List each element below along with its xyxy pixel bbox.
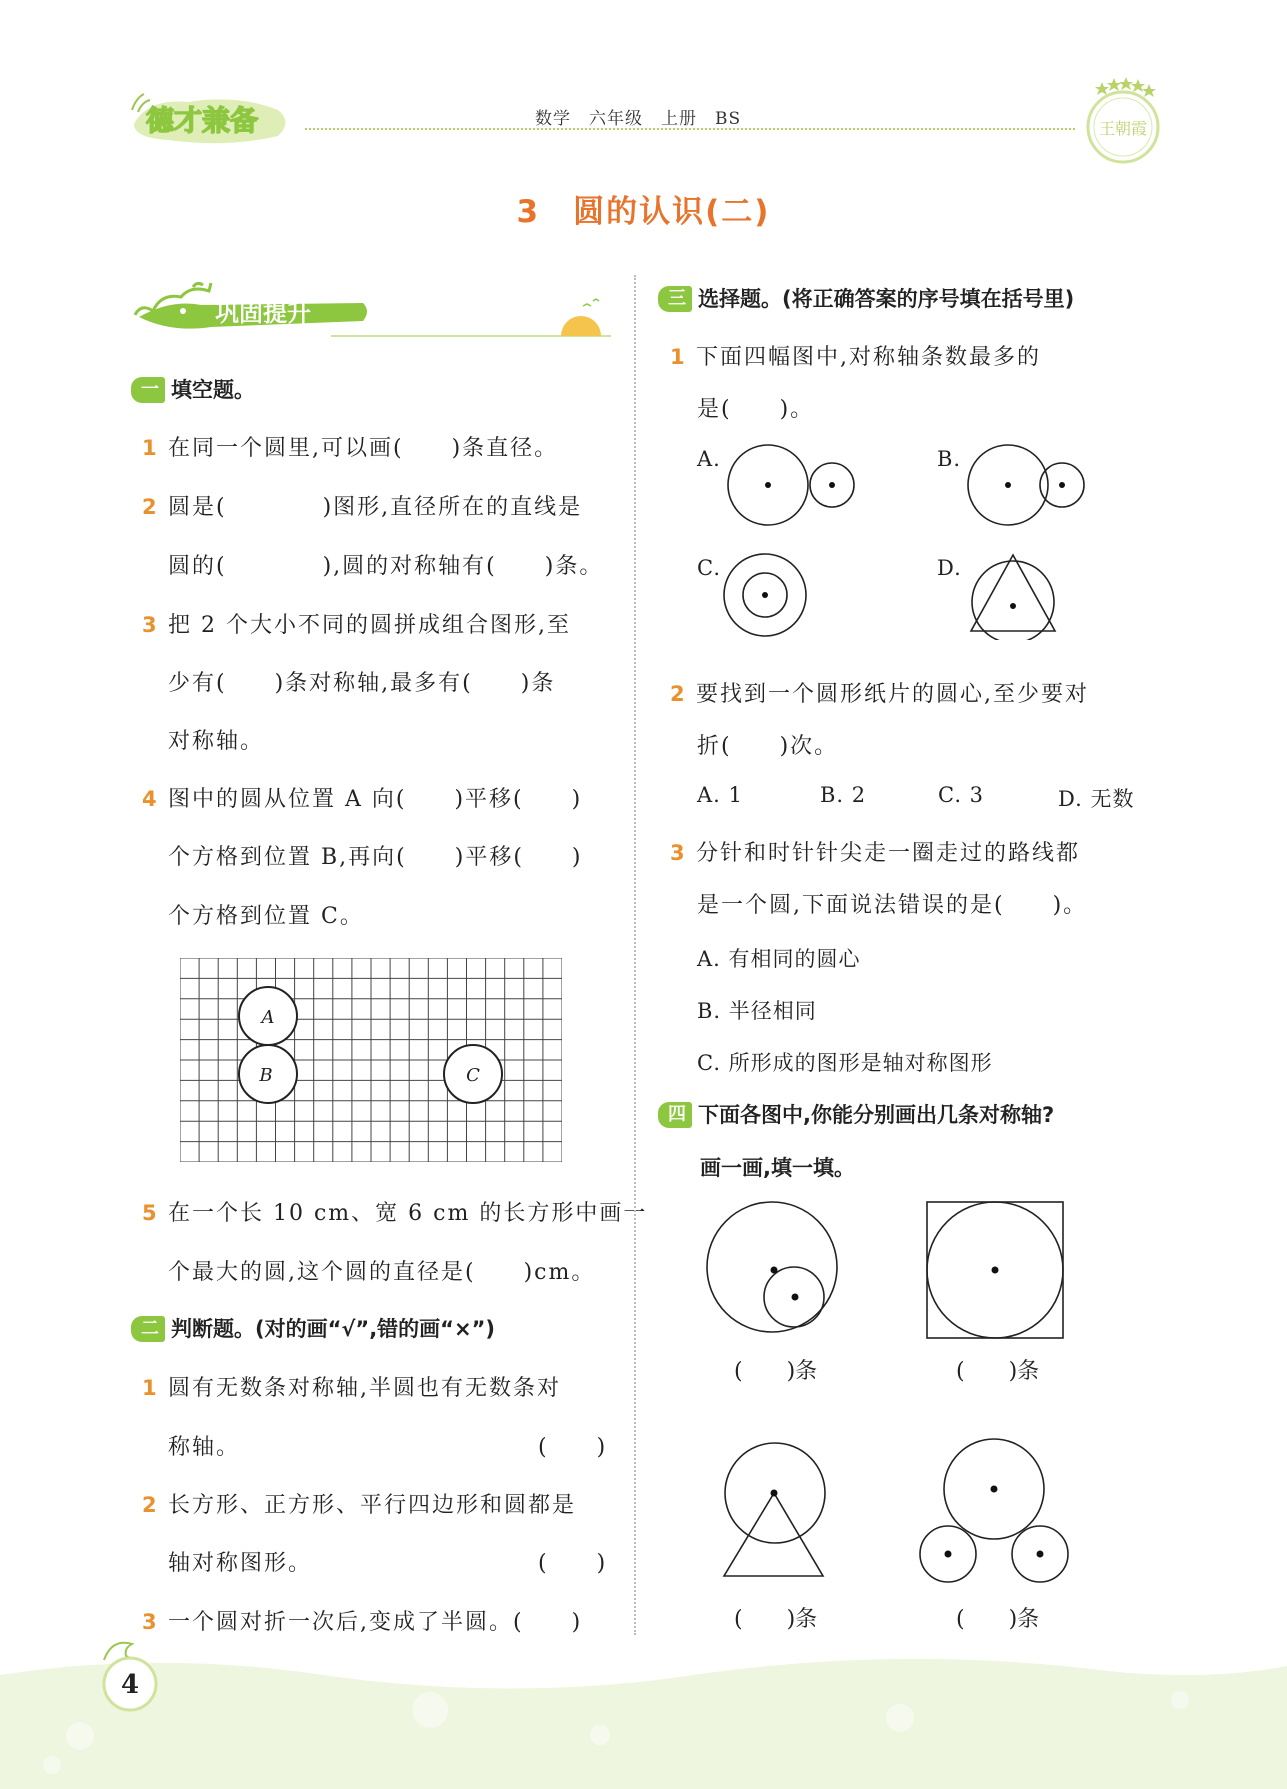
choice-question-2-line-2: 折( )次。 (697, 734, 839, 759)
question-4-line-2: 个方格到位置 B,再向( )平移( ) (168, 845, 583, 870)
logo-badge (128, 92, 293, 144)
label-b: B (259, 1065, 273, 1086)
tf-question-2-line-1 (142, 1488, 576, 1519)
option-d-figure (960, 550, 1070, 640)
section-badge: 一 (131, 377, 165, 403)
column-divider (634, 275, 636, 1635)
header-subject: 数学 六年级 上册 BS (535, 109, 742, 129)
section-title: 判断题。(对的画“√”,错的画“×”) (171, 1317, 495, 1341)
seal-text: 王朝霞 (1098, 119, 1148, 138)
option-d[interactable]: D. 无数 (1058, 787, 1135, 811)
option-a[interactable]: A. 1 (697, 783, 743, 807)
option-c[interactable]: C. 3 (938, 783, 985, 807)
question-4-line-1 (142, 782, 582, 813)
question-number: 2 (670, 682, 687, 706)
section-title: 选择题。(将正确答案的序号填在括号里) (698, 287, 1075, 311)
banner-title: 巩固提升 (215, 299, 311, 327)
answer-caption-3[interactable]: ( )条 (734, 1607, 818, 1632)
label-c: C (466, 1065, 480, 1086)
section-badge: 四 (658, 1102, 692, 1128)
question-number: 1 (142, 436, 159, 460)
logo-text: 德才兼备 (146, 104, 259, 137)
question-3-line-3: 对称轴。 (168, 729, 265, 754)
section-fill-blank-header (131, 374, 255, 404)
tf-question-2-line-2: 轴对称图形。 (168, 1551, 313, 1576)
section-symmetry-header (658, 1099, 1054, 1129)
footer-wave (0, 1640, 1287, 1789)
question-number: 4 (142, 787, 159, 811)
tf-question-1-line-2: 称轴。 (168, 1435, 241, 1460)
option-c[interactable]: C. 所形成的图形是轴对称图形 (697, 1051, 993, 1075)
question-number: 3 (142, 613, 159, 637)
question-number: 1 (142, 1376, 159, 1400)
question-text: 长方形、正方形、平行四边形和圆都是 (168, 1493, 577, 1518)
page-number-badge (86, 1638, 166, 1714)
choice-question-3-line-2: 是一个圆,下面说法错误的是( )。 (697, 893, 1088, 918)
question-text: 在一个长 10 cm、宽 6 cm 的长方形中画一 (168, 1201, 648, 1226)
section-badge: 二 (131, 1316, 165, 1342)
section-choice-header (658, 283, 1074, 313)
question-4-line-3: 个方格到位置 C。 (168, 904, 364, 929)
question-number: 3 (142, 1610, 159, 1634)
choice-question-1-line-1 (670, 340, 1041, 371)
question-text: 圆有无数条对称轴,半圆也有无数条对 (168, 1376, 561, 1401)
question-text: 在同一个圆里,可以画( )条直径。 (168, 436, 559, 461)
tf-question-1-line-1 (142, 1371, 561, 1402)
question-text: 把 2 个大小不同的圆拼成组合图形,至 (168, 613, 571, 638)
question-number: 3 (670, 841, 687, 865)
option-a-figure (720, 440, 860, 530)
grid-figure (180, 958, 562, 1162)
tf-question-3 (142, 1605, 582, 1636)
question-text: 要找到一个圆形纸片的圆心,至少要对 (696, 682, 1089, 707)
figure-3 (720, 1440, 840, 1580)
option-b-label[interactable]: B. (937, 447, 962, 471)
question-number: 5 (142, 1201, 159, 1225)
question-5-line-1 (142, 1196, 647, 1227)
option-c-label[interactable]: C. (697, 556, 721, 580)
answer-paren[interactable]: ( ) (538, 1435, 608, 1460)
question-text: 圆是( )图形,直径所在的直线是 (168, 495, 583, 520)
label-a: A (261, 1007, 275, 1028)
answer-caption-2[interactable]: ( )条 (956, 1359, 1040, 1384)
figure-4 (918, 1435, 1073, 1585)
option-b[interactable]: B. 2 (820, 783, 867, 807)
question-text: 图中的圆从位置 A 向( )平移( ) (168, 787, 583, 812)
question-2-line-1 (142, 490, 582, 521)
section-badge: 三 (658, 286, 692, 312)
option-c-figure (720, 550, 820, 640)
question-number: 2 (142, 1493, 159, 1517)
page-title: 3 圆的认识(二) (516, 194, 771, 230)
choice-question-3-line-1 (670, 836, 1080, 867)
page-number: 4 (120, 1670, 140, 1700)
choice-question-2-line-1 (670, 677, 1089, 708)
option-a[interactable]: A. 有相同的圆心 (697, 947, 861, 971)
answer-paren[interactable]: ( ) (538, 1551, 608, 1576)
option-d-label[interactable]: D. (937, 556, 962, 580)
question-5-line-2: 个最大的圆,这个圆的直径是( )cm。 (168, 1260, 596, 1285)
brand-seal (1077, 72, 1167, 167)
option-b-figure (960, 440, 1100, 530)
section-true-false-header (131, 1313, 495, 1343)
option-b[interactable]: B. 半径相同 (697, 999, 817, 1023)
section-subtitle: 画一画,填一填。 (700, 1156, 855, 1180)
question-2-line-2: 圆的( ),圆的对称轴有( )条。 (168, 554, 604, 579)
question-1 (142, 431, 558, 462)
answer-caption-1[interactable]: ( )条 (734, 1359, 818, 1384)
question-text: 下面四幅图中,对称轴条数最多的 (696, 345, 1041, 370)
choice-question-1-line-2: 是( )。 (697, 397, 815, 422)
question-3-line-1 (142, 608, 571, 639)
question-3-line-2: 少有( )条对称轴,最多有( )条 (168, 671, 556, 696)
section-title: 填空题。 (171, 378, 255, 402)
section-title: 下面各图中,你能分别画出几条对称轴? (698, 1103, 1055, 1127)
figure-1 (700, 1200, 850, 1340)
question-text: 分针和时针针尖走一圈走过的路线都 (696, 841, 1081, 866)
question-text: 一个圆对折一次后,变成了半圆。( ) (168, 1610, 583, 1635)
option-a-label[interactable]: A. (697, 447, 721, 471)
figure-2 (925, 1200, 1065, 1340)
answer-caption-4[interactable]: ( )条 (956, 1607, 1040, 1632)
question-number: 2 (142, 495, 159, 519)
question-number: 1 (670, 345, 687, 369)
section-banner (131, 281, 611, 343)
